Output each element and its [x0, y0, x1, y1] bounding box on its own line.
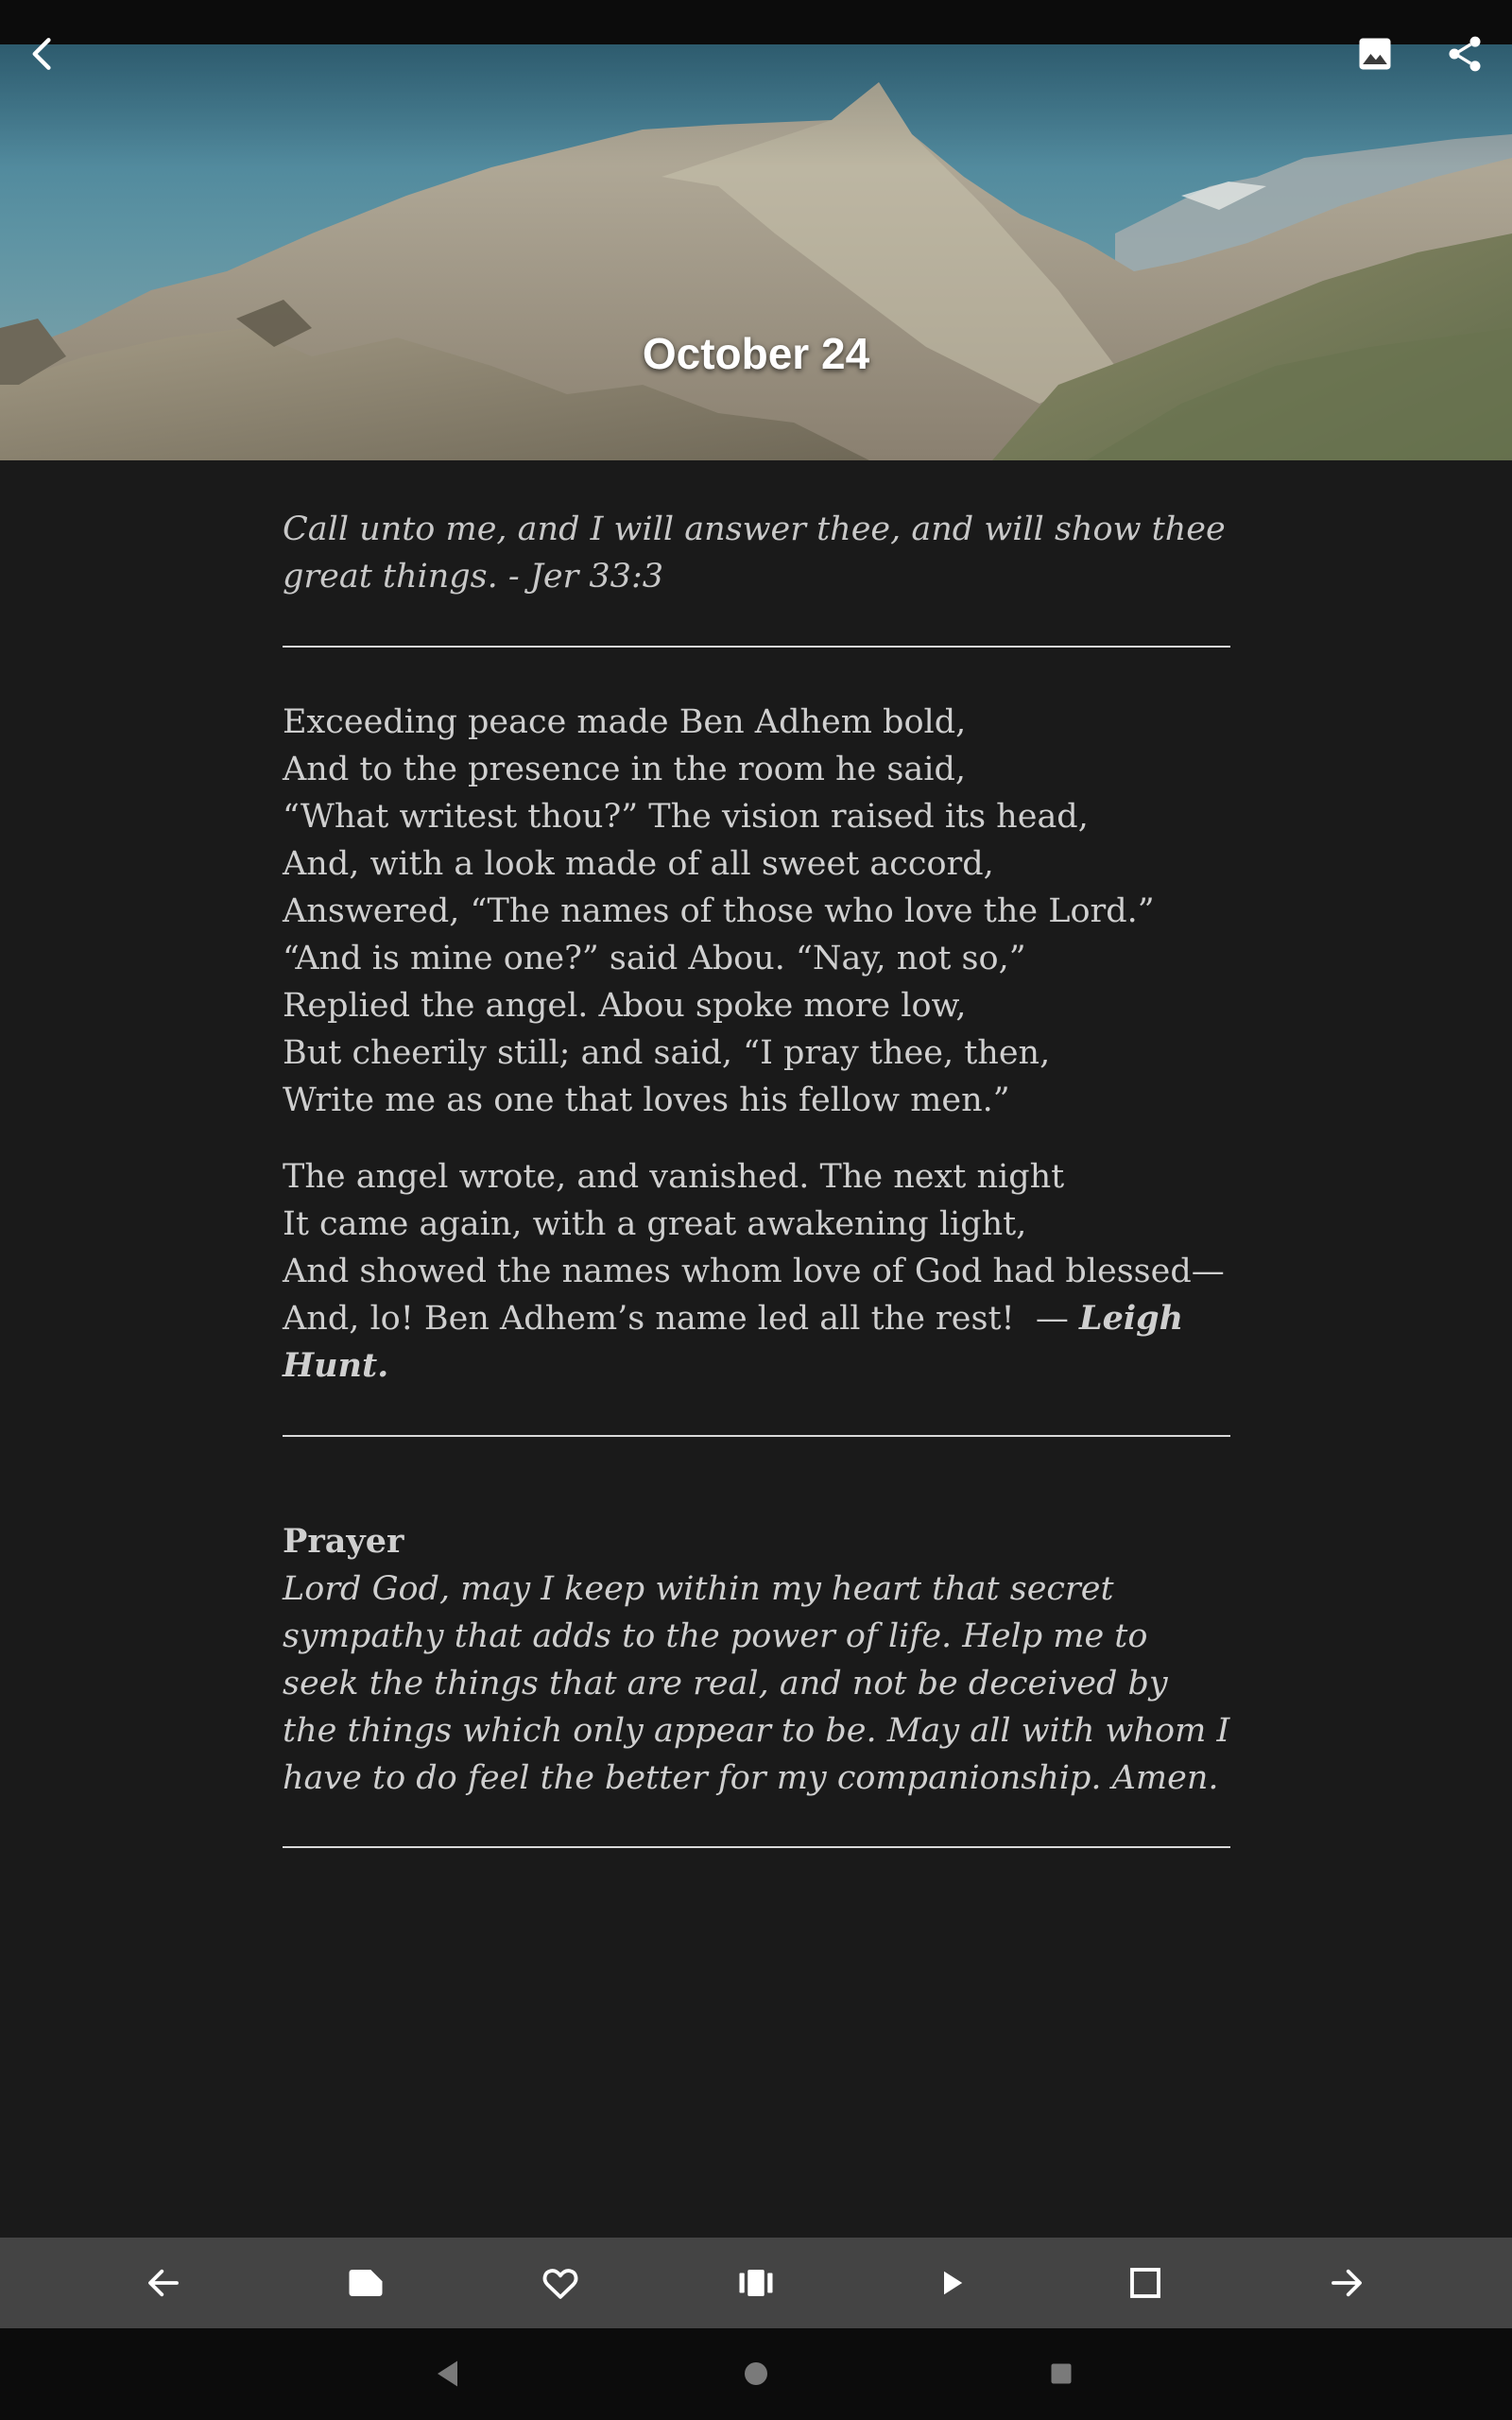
poem-line: “And is mine one?” said Abou. “Nay, not so,”: [283, 940, 1026, 977]
previous-day-button[interactable]: [126, 2245, 201, 2321]
bottom-toolbar: [0, 2238, 1512, 2328]
status-bar: [0, 0, 1512, 44]
poem-line: And showed the names whom love of God had blessed—: [283, 1253, 1225, 1290]
poem-stanza: [283, 699, 1230, 1124]
poem-line: And to the presence in the room he said,: [283, 751, 966, 788]
divider: [283, 1435, 1230, 1437]
divider: [283, 1846, 1230, 1848]
poem-line: Write me as one that loves his fellow men.”: [283, 1081, 1010, 1119]
poem-author-continued: Hunt.: [283, 1346, 389, 1385]
next-day-button[interactable]: [1309, 2245, 1384, 2321]
poem-line: It came again, with a great awakening light,: [283, 1205, 1027, 1243]
poem-last-line: And, lo! Ben Adhem’s name led all the rest! —: [283, 1300, 1079, 1338]
chevron-left-icon: [22, 33, 63, 75]
system-navigation-bar: [0, 2328, 1512, 2420]
poem-author: Leigh: [1078, 1299, 1184, 1338]
scripture-verse: Call unto me, and I will answer thee, and will show thee great things. - Jer 33:3: [283, 510, 1226, 596]
poem-line: The angel wrote, and vanished. The next night: [283, 1158, 1065, 1196]
system-home-button[interactable]: [728, 2345, 784, 2402]
image-icon: [1354, 33, 1396, 75]
poem-line: And, with a look made of all sweet accord,: [283, 845, 994, 883]
poem-line: Replied the angel. Abou spoke more low,: [283, 987, 967, 1025]
prayer-text: Lord God, may I keep within my heart that secret sympathy that adds to the power of life. Help me to seek the things that are real, and not be deceived by the things which only appear to be. May all with whom I have to do feel the better for my companionship. Amen.: [283, 1570, 1230, 1797]
poem-stanza: [283, 1153, 1230, 1390]
arrow-left-icon: [144, 2263, 183, 2303]
square-icon: [1125, 2263, 1165, 2303]
play-button[interactable]: [913, 2245, 988, 2321]
system-back-button[interactable]: [421, 2345, 477, 2402]
prayer-heading: Prayer: [283, 1522, 404, 1561]
nav-back-icon: [432, 2357, 466, 2391]
header-image: [0, 44, 1512, 460]
system-recents-button[interactable]: [1033, 2345, 1090, 2402]
back-button[interactable]: [5, 16, 80, 92]
bookmark-icon: [346, 2263, 386, 2303]
nav-home-icon: [739, 2357, 773, 2391]
play-icon: [931, 2263, 971, 2303]
nav-recents-icon: [1044, 2357, 1078, 2391]
divider: [283, 646, 1230, 648]
share-button[interactable]: [1427, 16, 1503, 92]
date-title: October 24: [642, 329, 870, 378]
change-image-button[interactable]: [1337, 16, 1413, 92]
poem-line: But cheerily still; and said, “I pray thee, then,: [283, 1034, 1051, 1072]
share-icon: [1444, 33, 1486, 75]
carousel-button[interactable]: [718, 2245, 794, 2321]
bookmark-button[interactable]: [328, 2245, 404, 2321]
devotional-content: [283, 506, 1230, 1848]
heart-icon: [541, 2263, 580, 2303]
fullscreen-button[interactable]: [1108, 2245, 1183, 2321]
poem-line: Answered, “The names of those who love the Lord.”: [283, 892, 1155, 930]
arrow-right-icon: [1327, 2263, 1366, 2303]
carousel-icon: [736, 2263, 776, 2303]
favorite-button[interactable]: [523, 2245, 598, 2321]
poem-line: [283, 1295, 1230, 1342]
poem-line: “What writest thou?” The vision raised its head,: [283, 798, 1089, 836]
poem-line: Exceeding peace made Ben Adhem bold,: [283, 703, 967, 741]
